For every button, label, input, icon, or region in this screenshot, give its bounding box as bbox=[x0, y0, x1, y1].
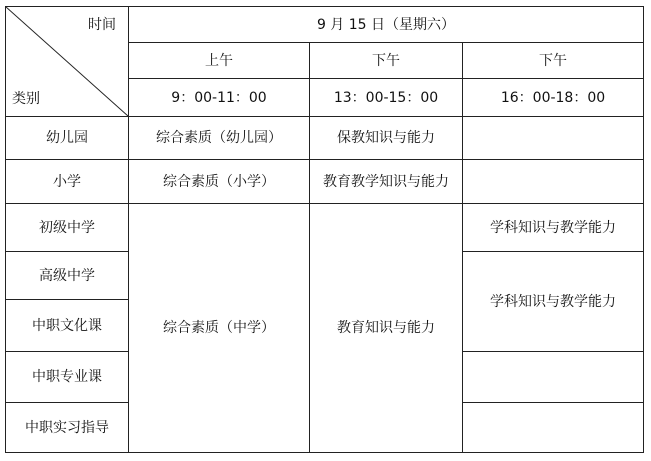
cell-secondary-session-1: 综合素质（中学） bbox=[129, 204, 310, 453]
session-2-label: 下午 bbox=[310, 43, 463, 79]
time-header-label: 时间 bbox=[88, 17, 116, 33]
cell-primary-session-3 bbox=[463, 160, 644, 204]
date-header: 9 月 15 日（星期六） bbox=[129, 7, 644, 43]
cell-senior-high-session-3: 学科知识与教学能力 bbox=[463, 252, 644, 352]
exam-schedule-table bbox=[5, 6, 644, 453]
cell-kindergarten-session-1: 综合素质（幼儿园） bbox=[129, 117, 310, 160]
cell-primary-session-1: 综合素质（小学） bbox=[129, 160, 310, 204]
category-vocational-practice: 中职实习指导 bbox=[6, 403, 129, 453]
session-3-time: 16：00-18：00 bbox=[463, 79, 644, 117]
category-vocational-major: 中职专业课 bbox=[6, 352, 129, 403]
category-junior-high: 初级中学 bbox=[6, 204, 129, 252]
cell-vocational-practice-session-3 bbox=[463, 403, 644, 453]
session-3-label: 下午 bbox=[463, 43, 644, 79]
cell-junior-high-session-3: 学科知识与教学能力 bbox=[463, 204, 644, 252]
session-1-time: 9：00-11：00 bbox=[129, 79, 310, 117]
category-header-label: 类别 bbox=[12, 91, 40, 107]
corner-header-cell bbox=[6, 7, 129, 117]
category-primary: 小学 bbox=[6, 160, 129, 204]
category-senior-high: 高级中学 bbox=[6, 252, 129, 300]
cell-primary-session-2: 教育教学知识与能力 bbox=[310, 160, 463, 204]
category-kindergarten: 幼儿园 bbox=[6, 117, 129, 160]
cell-kindergarten-session-3 bbox=[463, 117, 644, 160]
cell-vocational-major-session-3 bbox=[463, 352, 644, 403]
cell-secondary-session-2: 教育知识与能力 bbox=[310, 204, 463, 453]
session-2-time: 13：00-15：00 bbox=[310, 79, 463, 117]
cell-kindergarten-session-2: 保教知识与能力 bbox=[310, 117, 463, 160]
session-1-label: 上午 bbox=[129, 43, 310, 79]
category-vocational-culture: 中职文化课 bbox=[6, 300, 129, 352]
